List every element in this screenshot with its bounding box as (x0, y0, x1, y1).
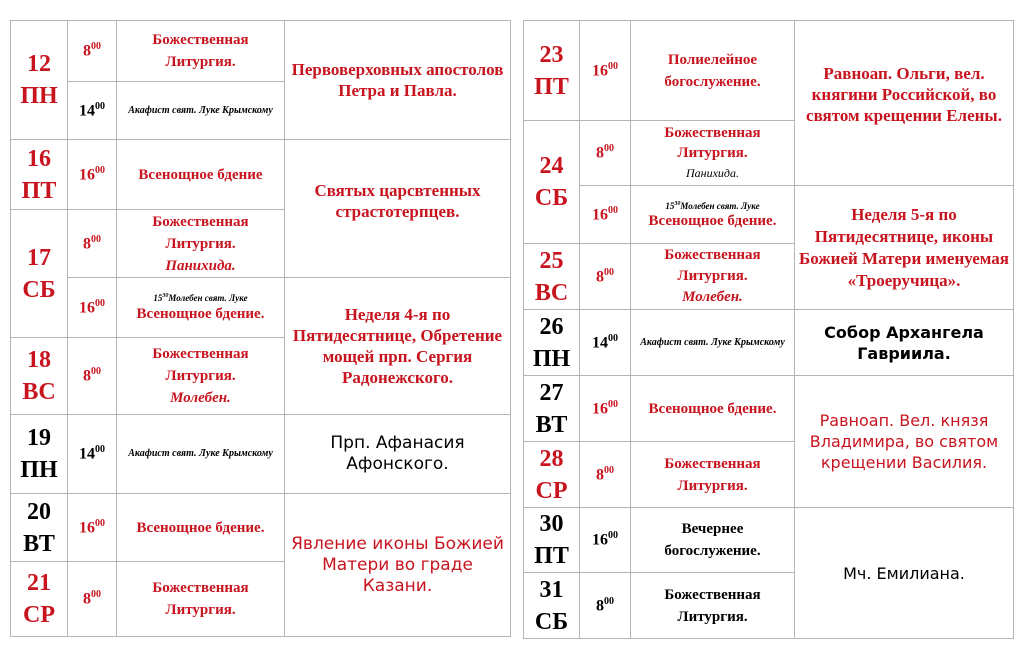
service-cell: Всенощное бдение. (117, 494, 285, 562)
time-cell: $16^{00}$ (68, 494, 117, 562)
feast-cell: Равноап. Вел. князя Владимира, во святом крещении Василия. (795, 376, 1014, 508)
table-row (11, 415, 511, 494)
moleben-note: $15^{30}Молебен$ свят. Луке (153, 293, 248, 303)
feast-cell: Неделя 4-я по Пятидесятнице, Обретение мощей прп. Сергия Радонежского. (285, 278, 511, 415)
time-cell: $16^{00}$ (580, 376, 631, 442)
service-cell: Божественная Литургия. Панихида. (117, 210, 285, 278)
akathist-cell: Акафист свят. Луке Крымскому (117, 415, 285, 494)
day-cell: 30 ПТ (524, 508, 580, 573)
time-cell: $14^{00}$ (68, 415, 117, 494)
time-cell: $8^{00}$ (68, 562, 117, 637)
moleben-note: $15^{30}Молебен$ свят. Луке (665, 200, 760, 211)
table-row (11, 21, 511, 82)
time-cell: $8^{00}$ (68, 210, 117, 278)
time-cell: $8^{00}$ (68, 338, 117, 415)
service-cell: Полиелейное богослужение. (631, 21, 795, 121)
table-row (524, 508, 1014, 573)
time-cell: $16^{00}$ (68, 278, 117, 338)
feast-cell: Неделя 5-я по Пятидесятнице, иконы Божией Матери именуемая «Троеручица». (795, 186, 1014, 310)
day-cell: 28 СР (524, 442, 580, 508)
day-cell: 23 ПТ (524, 21, 580, 121)
day-cell: 31 СБ (524, 573, 580, 639)
table-row (524, 21, 1014, 121)
schedule-table-left (10, 20, 511, 637)
service-cell: Божественная Литургия. (631, 442, 795, 508)
akathist-cell: Акафист свят. Луке Крымскому (117, 82, 285, 140)
service-cell: Божественная Литургия. (117, 562, 285, 637)
service-cell: $15^{30}Молебен$ свят. Луке Всенощное бдение. (117, 278, 285, 338)
table-row (11, 278, 511, 338)
feast-cell: Собор Архангела Гавриила. (795, 310, 1014, 376)
service-cell: Всенощное бдение. (631, 376, 795, 442)
time-cell: $14^{00}$ (580, 310, 631, 376)
day-cell: 21 СР (11, 562, 68, 637)
time-cell: $14^{00}$ (68, 82, 117, 140)
feast-cell: Первоверховных апостолов Петра и Павла. (285, 21, 511, 140)
day-cell: 27 ВТ (524, 376, 580, 442)
service-cell: Божественная Литургия. Молебен. (631, 244, 795, 310)
day-cell: 24 СБ (524, 121, 580, 244)
day-cell: 19 ПН (11, 415, 68, 494)
day-cell: 25 ВС (524, 244, 580, 310)
day-cell: 26 ПН (524, 310, 580, 376)
time-cell: $8^{00}$ (580, 121, 631, 186)
service-cell: Вечернее богослужение. (631, 508, 795, 573)
time-cell: $8^{00}$ (580, 573, 631, 639)
time-cell: $16^{00}$ (580, 21, 631, 121)
day-cell: 12 ПН (11, 21, 68, 140)
time-cell: $16^{00}$ (580, 508, 631, 573)
time-cell: $8^{00}$ (580, 244, 631, 310)
time-cell: $8^{00}$ (580, 442, 631, 508)
time-cell: $16^{00}$ (68, 140, 117, 210)
akathist-cell: Акафист свят. Луке Крымскому (631, 310, 795, 376)
feast-cell: Мч. Емилиана. (795, 508, 1014, 639)
table-row (11, 494, 511, 562)
day-cell: 18 ВС (11, 338, 68, 415)
schedule-table-right (523, 20, 1014, 639)
table-row (524, 310, 1014, 376)
table-row (11, 140, 511, 210)
service-cell: Божественная Литургия. (631, 573, 795, 639)
table-row (524, 376, 1014, 442)
feast-cell: Прп. Афанасия Афонского. (285, 415, 511, 494)
service-cell: Всенощное бдение (117, 140, 285, 210)
feast-cell: Явление иконы Божией Матери во граде Казани. (285, 494, 511, 637)
time-cell: $16^{00}$ (580, 186, 631, 244)
service-cell: Божественная Литургия. Молебен. (117, 338, 285, 415)
service-cell: Божественная Литургия. Панихида. (631, 121, 795, 186)
day-cell: 20 ВТ (11, 494, 68, 562)
service-cell: Божественная Литургия. (117, 21, 285, 82)
day-cell: 16 ПТ (11, 140, 68, 210)
day-cell: 17 СБ (11, 210, 68, 338)
time-cell: $8^{00}$ (68, 21, 117, 82)
table-row (524, 186, 1014, 244)
feast-cell: Святых царсвтенных страстотерпцев. (285, 140, 511, 278)
feast-cell: Равноап. Ольги, вел. княгини Российской, во святом крещении Елены. (795, 21, 1014, 186)
service-cell: $15^{30}Молебен$ свят. Луке Всенощное бдение. (631, 186, 795, 244)
